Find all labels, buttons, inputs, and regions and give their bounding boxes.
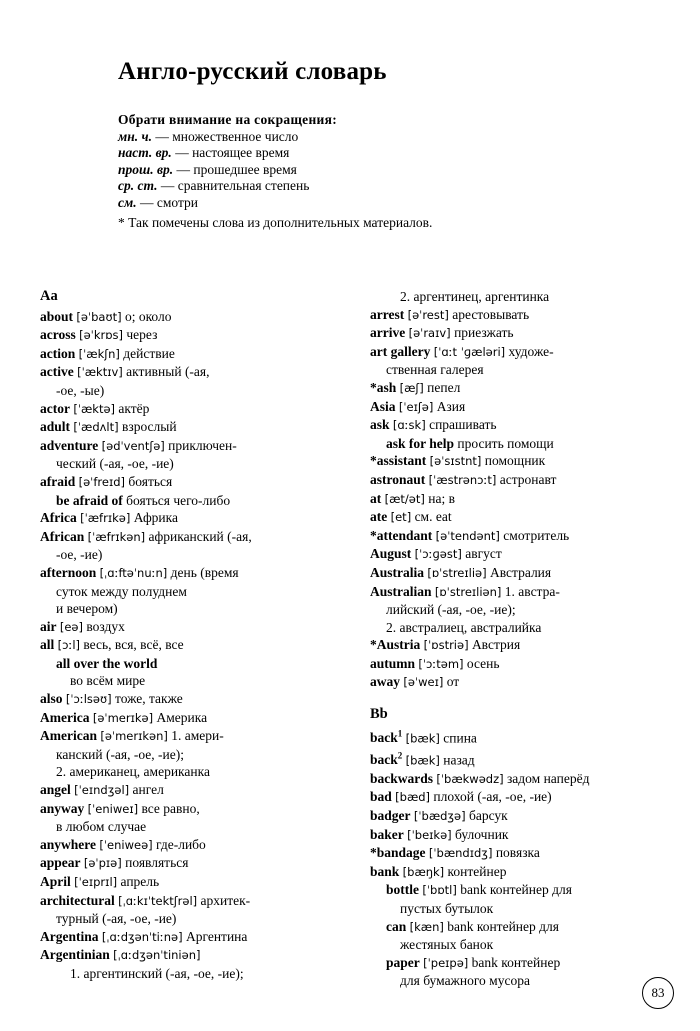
entry-gloss: появляться	[125, 855, 189, 871]
dictionary-entry	[370, 826, 690, 845]
note-line	[118, 145, 700, 162]
entry-headword: air	[40, 618, 57, 634]
entry-headword: can	[386, 918, 407, 934]
entry-headword: astronaut	[370, 471, 426, 487]
entry-gloss: спина	[443, 730, 477, 746]
entry-transcription: [ˈɒstriə]	[423, 638, 469, 653]
entry-transcription: [əˈtendənt]	[435, 528, 500, 543]
dictionary-entry	[370, 306, 690, 325]
entry-headword: action	[40, 345, 76, 361]
entry-transcription: [ˈpeɪpə]	[423, 955, 469, 970]
dictionary-entry	[40, 400, 360, 419]
entry-transcription: [ˈæktə]	[73, 401, 116, 416]
entry-transcription: [ˈækʃn]	[78, 346, 120, 361]
dictionary-entry	[40, 928, 360, 947]
dictionary-entry	[40, 618, 360, 637]
entry-gloss: ческий (-ая, -ое, -ие)	[56, 456, 174, 472]
dictionary-entry	[40, 326, 360, 345]
entry-headword: art gallery	[370, 343, 431, 359]
note-line	[118, 195, 700, 212]
entry-gloss: 2. аргентинец, аргентинка	[400, 289, 550, 304]
entry-gloss: осень	[466, 655, 500, 671]
dictionary-page	[0, 58, 700, 1031]
entry-gloss: Австралия	[489, 564, 552, 580]
entry-headword: *bandage	[370, 845, 426, 861]
entry-transcription: [əˈkrɒs]	[79, 328, 124, 343]
entry-transcription: [ˈæstrənɔːt]	[428, 472, 497, 487]
entry-transcription: [ɒˈstreɪliə]	[427, 565, 487, 580]
entry-headword: autumn	[370, 655, 416, 671]
entry-gloss: тоже, также	[114, 691, 183, 707]
entry-gloss: где-либо	[156, 836, 206, 852]
letter-heading-b: Bb	[370, 706, 388, 723]
entry-headword: arrive	[370, 325, 406, 341]
dictionary-entry	[40, 763, 360, 781]
dictionary-entry	[370, 490, 690, 509]
entry-gloss: астронавт	[499, 471, 557, 487]
dictionary-entry	[370, 361, 690, 379]
entry-headword: all	[40, 637, 55, 653]
entry-headword: actor	[40, 400, 70, 416]
note-text: — прошедшее время	[173, 161, 297, 177]
entry-transcription: [əˈbaʊt]	[76, 309, 122, 324]
entry-transcription: [æt/ət]	[384, 491, 425, 506]
entry-gloss: задом наперёд	[506, 770, 590, 786]
entry-transcription: [ˈeniweə]	[99, 837, 153, 852]
entry-headword: back$^2$	[370, 750, 403, 768]
entry-headword: afraid	[40, 473, 76, 489]
entry-gloss: все равно,	[141, 800, 200, 816]
entry-headword: at	[370, 490, 382, 506]
dictionary-entry	[370, 324, 690, 343]
right-column	[370, 288, 690, 990]
entry-transcription: [ˈbækwədz]	[436, 771, 504, 786]
entry-transcription: [əˈsɪstnt]	[429, 454, 482, 469]
dictionary-entry	[370, 954, 690, 973]
entry-gloss: повязка	[495, 845, 540, 861]
entry-headword: ask for help	[386, 435, 455, 451]
entry-headword: about	[40, 308, 74, 324]
dictionary-entry	[40, 709, 360, 728]
entry-gloss: действие	[123, 345, 175, 361]
dictionary-entry	[40, 473, 360, 492]
dictionary-entry	[370, 636, 690, 655]
entry-transcription: [ɔːl]	[57, 638, 81, 653]
entry-transcription: [ˈbɒtl]	[422, 883, 457, 898]
entry-transcription: [ˈbeɪkə]	[407, 827, 452, 842]
dictionary-entry	[40, 455, 360, 473]
dictionary-entry	[370, 545, 690, 564]
entry-headword: America	[40, 709, 90, 725]
entry-gloss: приезжать	[454, 325, 514, 341]
dictionary-entry	[40, 781, 360, 800]
entry-transcription: [ˈɔːtəm]	[418, 656, 464, 671]
entry-headword: badger	[370, 808, 411, 824]
entry-gloss: в любом случае	[56, 819, 147, 835]
entry-transcription: [ˈɔːɡəst]	[414, 547, 462, 562]
dictionary-entry	[370, 343, 690, 362]
entry-gloss: активный (-ая,	[126, 364, 210, 380]
entry-transcription: [əˈmerɪkə]	[92, 710, 154, 725]
entry-headword: afternoon	[40, 564, 97, 580]
entry-gloss: -ое, -ие)	[56, 547, 103, 563]
entry-gloss: ственная галерея	[386, 362, 484, 378]
note-text: — множественное число	[151, 128, 299, 144]
entry-gloss: день (время	[170, 564, 239, 580]
dictionary-entry	[370, 807, 690, 826]
entry-headword: angel	[40, 782, 71, 798]
entry-headword: American	[40, 728, 97, 744]
entry-gloss: весь, вся, всё, все	[83, 637, 184, 653]
dictionary-entry	[40, 836, 360, 855]
dictionary-entry	[40, 382, 360, 400]
dictionary-entry	[370, 379, 690, 398]
entry-headword: arrest	[370, 306, 405, 322]
dictionary-entry	[40, 546, 360, 564]
entry-transcription: [əˈfreɪd]	[78, 474, 126, 489]
entry-transcription: [bæŋk]	[402, 864, 445, 879]
dictionary-entry	[370, 655, 690, 674]
dictionary-entry	[370, 863, 690, 882]
note-line	[118, 162, 700, 179]
entry-headword: active	[40, 364, 74, 380]
dictionary-entry	[370, 471, 690, 490]
entry-headword: April	[40, 874, 71, 889]
entry-gloss: турный (-ая, -ое, -ие)	[56, 911, 177, 927]
entry-headword: paper	[386, 954, 420, 970]
entry-transcription: [əˈrest]	[407, 307, 449, 322]
entry-gloss: пепел	[427, 379, 461, 395]
note-star-line: * Так помечены слова из дополнительных материалов.	[118, 215, 433, 230]
note-text: — настоящее время	[171, 145, 290, 160]
entry-gloss: африканский (-ая,	[148, 528, 252, 544]
dictionary-entry	[40, 910, 360, 928]
entry-headword: baker	[370, 826, 404, 842]
entry-gloss: 1. амери-	[171, 728, 224, 744]
entry-gloss: плохой (-ая, -ое, -ие)	[433, 789, 552, 805]
entry-gloss: во всём мире	[70, 673, 146, 689]
entry-headword: be afraid of	[56, 492, 123, 508]
entry-gloss: арестовывать	[452, 306, 530, 322]
dictionary-entry	[370, 918, 690, 937]
note-line	[118, 129, 700, 146]
entry-gloss: лийский (-ая, -ое, -ие);	[386, 602, 516, 618]
entry-gloss: -ое, -ые)	[56, 382, 105, 398]
entry-headword: Argentina	[40, 928, 99, 944]
entry-transcription: [ɑːsk]	[392, 418, 426, 433]
entry-gloss: приключен-	[168, 437, 237, 453]
entry-gloss: суток между полуднем	[56, 583, 187, 599]
dictionary-entry	[40, 672, 360, 690]
entry-gloss: на; в	[428, 490, 455, 506]
dictionary-entry	[40, 873, 360, 892]
dictionary-entry	[40, 800, 360, 819]
entry-gloss: бояться	[128, 473, 173, 489]
entry-transcription: [ɒˈstreɪliən]	[434, 584, 502, 599]
entry-headword: Africa	[40, 510, 77, 526]
right-entry-list-b	[370, 726, 690, 990]
entry-transcription: [ˈædʌlt]	[73, 420, 119, 435]
dictionary-entry	[370, 844, 690, 863]
entry-gloss: 2. американец, американка	[56, 764, 210, 780]
note-abbr: прош. вр.	[118, 161, 174, 177]
dictionary-entry	[370, 452, 690, 471]
entry-gloss: bank контейнер для	[460, 882, 572, 898]
entry-gloss: Америка	[156, 709, 208, 725]
letter-heading-a: Aa	[40, 288, 58, 304]
dictionary-entry	[40, 363, 360, 382]
entry-headword: bank	[370, 863, 400, 879]
entry-headword: appear	[40, 855, 81, 871]
entry-transcription: [eə]	[59, 619, 83, 634]
dictionary-entry	[40, 583, 360, 601]
entry-headword: anyway	[40, 800, 85, 816]
entry-headword: away	[370, 674, 400, 690]
entry-transcription: [ˈeɪʃə]	[398, 399, 434, 414]
dictionary-entry	[370, 435, 690, 453]
entry-transcription: [ˈæfrɪkən]	[87, 529, 146, 544]
entry-gloss: через	[126, 327, 158, 343]
entry-headword: back$^1$	[370, 728, 403, 746]
entry-gloss: ангел	[132, 782, 164, 798]
entry-transcription: [æʃ]	[399, 380, 424, 395]
dictionary-entry	[370, 508, 690, 527]
entry-transcription: [ˌɑːftəˈnuːn]	[99, 565, 168, 580]
entry-headword: also	[40, 691, 63, 707]
dictionary-entry	[40, 528, 360, 547]
entry-gloss: bank контейнер для	[447, 918, 559, 934]
dictionary-entry	[40, 600, 360, 618]
entry-headword: *attendant	[370, 527, 433, 543]
note-abbr: см.	[118, 194, 137, 210]
entry-headword: Australian	[370, 583, 432, 599]
entry-headword: August	[370, 546, 412, 562]
entry-transcription: [ədˈventʃə]	[101, 438, 165, 453]
dictionary-entry	[40, 965, 360, 983]
entry-transcription: [kæn]	[409, 919, 444, 934]
entry-headword: *assistant	[370, 453, 427, 469]
note-abbr: наст. вр.	[118, 145, 172, 160]
dictionary-columns	[0, 288, 700, 990]
entry-headword: African	[40, 528, 85, 544]
entry-headword: backwards	[370, 770, 434, 786]
entry-transcription: [əˈweɪ]	[403, 675, 444, 690]
note-abbr: мн. ч.	[118, 128, 152, 144]
entry-gloss: спрашивать	[429, 417, 497, 433]
dictionary-entry	[40, 636, 360, 655]
entry-gloss: художе-	[508, 343, 554, 359]
dictionary-entry	[370, 788, 690, 807]
entry-transcription: [ˈbændɪdʒ]	[428, 846, 493, 861]
dictionary-entry	[40, 308, 360, 327]
entry-gloss: апрель	[120, 874, 160, 889]
entry-headword: bottle	[386, 882, 419, 898]
dictionary-entry	[370, 881, 690, 900]
entry-gloss: для бумажного мусора	[400, 973, 530, 989]
entry-transcription: [ˌɑːkɪˈtektʃrəl]	[118, 893, 198, 908]
dictionary-entry	[40, 854, 360, 873]
entry-gloss: 1. австра-	[504, 583, 560, 599]
dictionary-entry	[40, 655, 360, 673]
dictionary-entry	[40, 746, 360, 764]
entry-gloss: Аргентина	[185, 928, 248, 944]
entry-gloss: взрослый	[122, 419, 177, 435]
entry-gloss: bank контейнер	[471, 954, 561, 970]
entry-transcription: [ˈeɪprɪl]	[74, 875, 118, 889]
dictionary-entry	[370, 416, 690, 435]
dictionary-entry	[40, 946, 360, 965]
entry-gloss: барсук	[469, 808, 508, 824]
entry-transcription: [ˌɑːdʒənˈtiːnə]	[101, 929, 183, 944]
entry-transcription: [ˈeniweɪ]	[87, 801, 139, 816]
entry-transcription: [əˈpɪə]	[83, 856, 122, 871]
dictionary-entry	[40, 509, 360, 528]
entry-headword: ate	[370, 509, 388, 525]
entry-gloss: контейнер	[447, 863, 507, 879]
dictionary-entry	[40, 345, 360, 364]
entry-transcription: [ˈbædʒə]	[413, 809, 466, 824]
dictionary-entry	[370, 398, 690, 417]
entry-transcription: [bæk]	[405, 753, 440, 768]
entry-gloss: булочник	[455, 826, 509, 842]
entry-transcription: [ˈɔːlsəʊ]	[65, 692, 112, 707]
entry-gloss: о; около	[124, 308, 172, 324]
entry-gloss: Азия	[436, 398, 466, 414]
entry-gloss: воздух	[86, 618, 125, 634]
dictionary-entry	[370, 748, 690, 770]
dictionary-entry	[40, 492, 360, 510]
entry-gloss: Африка	[133, 510, 179, 526]
entry-transcription: [əˈraɪv]	[408, 326, 451, 341]
entry-transcription: [ˈɑːt ˈɡæləri]	[433, 344, 506, 359]
entry-headword: across	[40, 327, 76, 343]
entry-transcription: [ˈeɪndʒəl]	[74, 783, 130, 798]
entry-gloss: канский (-ая, -ое, -ие);	[56, 746, 184, 762]
entry-gloss: см. eat	[414, 509, 452, 525]
dictionary-entry	[40, 690, 360, 709]
dictionary-entry	[40, 564, 360, 583]
entry-gloss: архитек-	[200, 892, 251, 908]
abbreviations-note	[118, 112, 700, 232]
entry-headword: Asia	[370, 398, 396, 414]
left-column	[40, 288, 360, 990]
entry-headword: all over the world	[56, 655, 158, 671]
entry-transcription: [ˈæktɪv]	[77, 365, 123, 380]
right-entry-list-a	[370, 288, 690, 692]
dictionary-entry	[370, 619, 690, 637]
dictionary-entry	[370, 726, 690, 748]
entry-headword: anywhere	[40, 836, 96, 852]
dictionary-entry	[370, 583, 690, 602]
entry-headword: adventure	[40, 437, 99, 453]
entry-gloss: просить помощи	[457, 435, 554, 451]
entry-transcription: [et]	[390, 510, 412, 525]
entry-gloss: Австрия	[471, 637, 521, 653]
entry-headword: bad	[370, 789, 392, 805]
dictionary-entry	[40, 418, 360, 437]
entry-headword: adult	[40, 419, 71, 435]
dictionary-entry	[40, 437, 360, 456]
dictionary-entry	[370, 900, 690, 918]
entry-gloss: бояться чего-либо	[126, 492, 231, 508]
note-text: — сравнительная степень	[157, 178, 310, 193]
page-title: Англо-русский словарь	[118, 58, 387, 85]
entry-headword: architectural	[40, 892, 115, 908]
note-text: — смотри	[136, 194, 199, 210]
entry-transcription: [ˌɑːdʒənˈtiniən]	[113, 948, 201, 963]
note-line	[118, 178, 700, 195]
entry-transcription: [əˈmerɪkən]	[100, 729, 168, 744]
dictionary-entry	[370, 564, 690, 583]
entry-gloss: назад	[443, 752, 475, 768]
entry-headword: ask	[370, 417, 390, 433]
entry-gloss: пустых бутылок	[400, 901, 494, 916]
entry-headword: Australia	[370, 564, 424, 580]
note-abbr: ср. ст.	[118, 178, 158, 193]
entry-headword: Argentinian	[40, 947, 110, 963]
page-number: 83	[642, 977, 674, 1009]
entry-headword: *Austria	[370, 637, 421, 653]
entry-gloss: смотритель	[503, 527, 570, 543]
entry-gloss: помощник	[484, 453, 546, 469]
dictionary-entry	[370, 770, 690, 789]
dictionary-entry	[370, 936, 690, 954]
dictionary-entry	[40, 818, 360, 836]
dictionary-entry	[40, 727, 360, 746]
entry-gloss: 1. аргентинский (-ая, -ое, -ие);	[70, 965, 244, 981]
note-heading: Обрати внимание на сокращения:	[118, 112, 337, 127]
entry-gloss: и вечером)	[56, 601, 118, 617]
entry-gloss: август	[465, 546, 502, 562]
dictionary-entry	[370, 673, 690, 692]
dictionary-entry	[370, 288, 690, 306]
entry-transcription: [bæd]	[395, 790, 431, 805]
dictionary-entry	[40, 892, 360, 911]
dictionary-entry	[370, 601, 690, 619]
entry-gloss: жестяных банок	[400, 937, 494, 953]
dictionary-entry	[370, 527, 690, 546]
entry-gloss: актёр	[118, 400, 150, 416]
entry-transcription: [ˈæfrɪkə]	[80, 511, 131, 526]
entry-gloss: 2. австралиец, австралийка	[386, 619, 542, 635]
entry-headword: *ash	[370, 379, 397, 395]
left-entry-list	[40, 308, 360, 983]
entry-gloss: от	[446, 674, 460, 690]
entry-transcription: [bæk]	[405, 731, 440, 746]
